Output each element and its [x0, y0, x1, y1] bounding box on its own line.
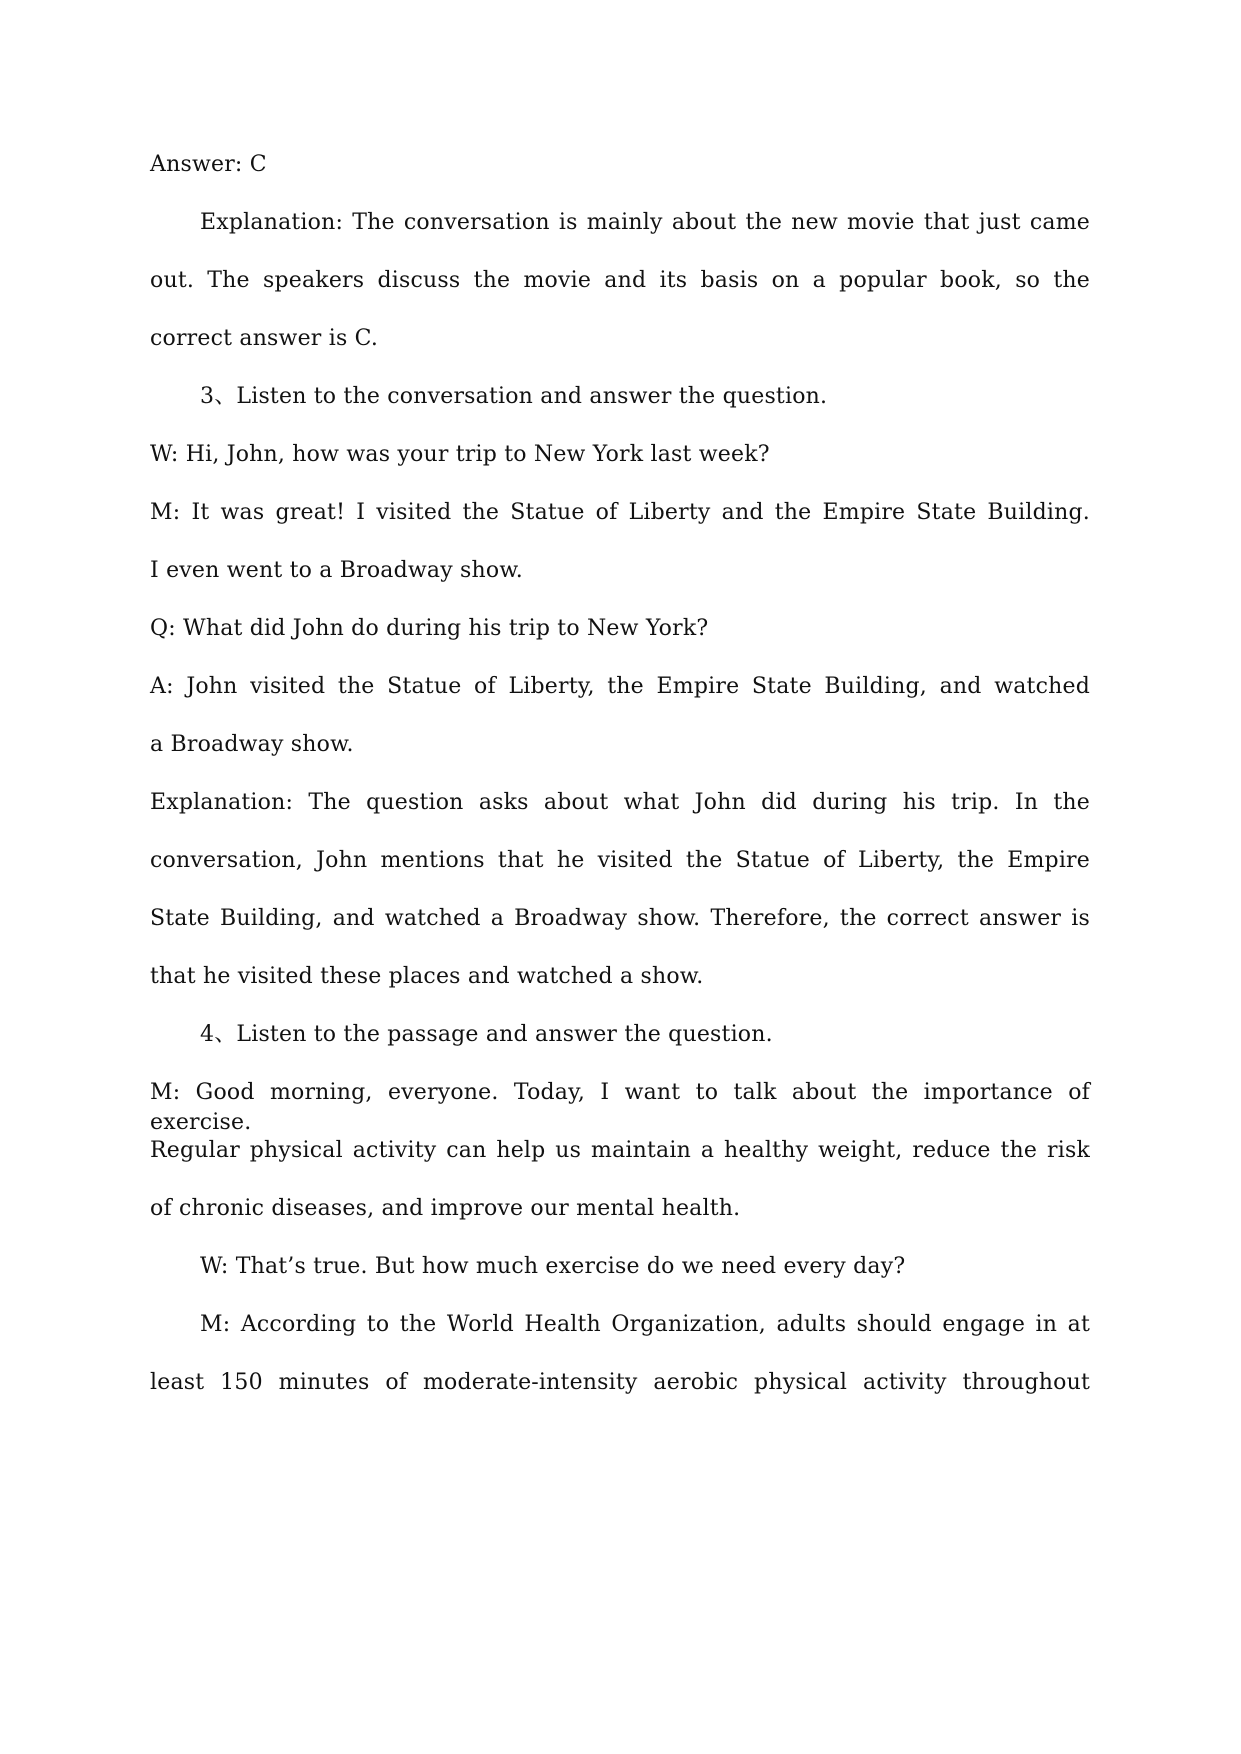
question-heading: 4、Listen to the passage and answer the question.: [200, 1022, 773, 1047]
dialogue-line: M: According to the World Health Organization, adults should engage in at: [200, 1312, 1090, 1337]
explanation-line: out. The speakers discuss the movie and its basis on a popular book, so the: [150, 268, 1090, 293]
passage-line: M: Good morning, everyone. Today, I want to talk about the importance of exercise.: [150, 1080, 1090, 1135]
dialogue-line: W: Hi, John, how was your trip to New York last week?: [150, 442, 770, 467]
explanation-line: Explanation: The question asks about what John did during his trip. In the: [150, 790, 1090, 815]
passage-line: Regular physical activity can help us maintain a healthy weight, reduce the risk: [150, 1138, 1090, 1163]
dialogue-line: least 150 minutes of moderate-intensity aerobic physical activity throughout: [150, 1370, 1090, 1395]
dialogue-line: M: It was great! I visited the Statue of Liberty and the Empire State Building.: [150, 500, 1090, 525]
explanation-line: State Building, and watched a Broadway show. Therefore, the correct answer is: [150, 906, 1090, 931]
explanation-line: that he visited these places and watched a show.: [150, 964, 704, 989]
explanation-line: Explanation: The conversation is mainly about the new movie that just came: [200, 210, 1090, 235]
dialogue-line: W: That’s true. But how much exercise do we need every day?: [200, 1254, 906, 1279]
answer-line: A: John visited the Statue of Liberty, the Empire State Building, and watched: [150, 674, 1090, 699]
answer-line: a Broadway show.: [150, 732, 354, 757]
answer-line: Answer: C: [150, 152, 267, 177]
passage-line: of chronic diseases, and improve our mental health.: [150, 1196, 741, 1221]
question-heading: 3、Listen to the conversation and answer the question.: [200, 384, 828, 409]
explanation-line: conversation, John mentions that he visited the Statue of Liberty, the Empire: [150, 848, 1090, 873]
question-line: Q: What did John do during his trip to New York?: [150, 616, 709, 641]
dialogue-line: I even went to a Broadway show.: [150, 558, 523, 583]
explanation-line: correct answer is C.: [150, 326, 379, 351]
